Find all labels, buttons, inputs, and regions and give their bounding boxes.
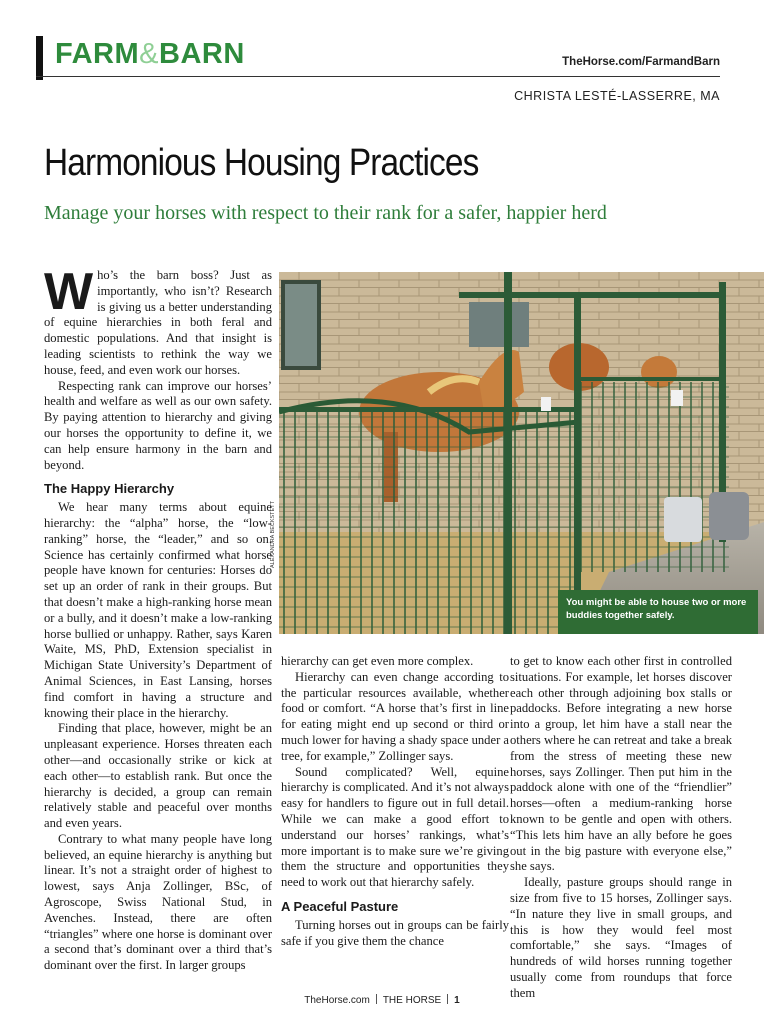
byline: CHRISTA LESTÉ-LASSERRE, MA (514, 89, 720, 103)
photo-credit: ALEXANDRA BECKSTETT (270, 501, 276, 568)
paragraph: Respecting rank can improve our horses’ health and welfare as well as our own safety. By paying attention to hierarchy and giving our horses the opportunity to define it, we can help ensure harmony in the barn and beyond. (44, 378, 272, 472)
paragraph: Sound complicated? Well, equine hierarchy is complicated. And it’s not always easy for handlers to figure out in full detail. While we can make a good effort to understand our horses’ rankings, what’s more important is to make sure we’re giving them the structure and opportunities they need to work out that hierarchy safely. (281, 764, 509, 890)
paragraph: Contrary to what many people have long believed, an equine hierarchy is anything but linear. It’s not a straight order of highest to lowest, says Anja Zollinger, BSc, of Agroscope, Swiss National Stud, in Avenches. Instead, there are often “triangles” where one horse is dominant over a second that’s dominant over a third that’s dominant over the first. In larger groups (44, 831, 273, 973)
subheading: A Peaceful Pasture (281, 898, 399, 914)
dropcap: W (44, 263, 94, 321)
dek: Manage your horses with respect to their rank for a safer, happier herd (44, 202, 607, 224)
paragraph: Finding that place, however, might be an unpleasant experience. Horses threaten each other—and occasionally strike or kick at each other—to establish rank. But once the hierarchy is decided, a group can remain relatively stable and peaceful over months and even years. (44, 721, 272, 831)
footer-site: TheHorse.com (304, 995, 370, 1006)
paragraph: Turning horses out in groups can be fairly safe if you give them the chance (281, 917, 509, 948)
photo-caption: You might be able to house two or more buddies together safely. (558, 590, 758, 634)
page-footer (0, 994, 764, 1006)
stall-photo (279, 272, 764, 634)
paragraph: ho’s the barn boss? Just as importantly, who isn’t? Research is giving us a better understanding of equine hierarchies in both feral and domestic populations. And that insight is leading scientists to rethink the way we house, feed, and even work our horses. (44, 268, 272, 377)
column-2 (281, 654, 509, 949)
site-url: TheHorse.com/FarmandBarn (562, 56, 720, 68)
section-title: FARM&BARN (55, 38, 245, 70)
footer-divider (376, 994, 377, 1004)
paragraph: to get to know each other first in controlled situations. For example, let horses discover each other through adjoining box stalls or paddocks. Before integrating a new horse into a group, let him have a stall near the others where he can retreat and take a break from the stress of meeting these new horses, says Zollinger. Then put him in the paddock alone with one of the “friendlier” horses—often a medium-ranking horse known to be gentle and open with others. “This lets him have an ally before he goes out in the big pasture with everyone else,” she says. (510, 654, 732, 874)
paragraph: We hear many terms about equine hierarchy: the “alpha” horse, the “low-ranking” horse, the “leader,” and so on. Science has certainly confirmed what horse people have known for centuries: Horses do set up an order of rank in their groups. But that doesn’t make a high-ranking horse mean or a bully, and it doesn’t make a low-ranking horse bullied or unhappy. Rather, says Karen Waite, MS, PhD, Extension specialist in Michigan State University’s Department of Animal Sciences, in East Lansing, horses find comfort in having a structure and knowing their place in the hierarchy. (44, 500, 272, 720)
column-3 (510, 654, 732, 1002)
headline: Harmonious Housing Practices (44, 142, 479, 184)
paragraph: hierarchy can get even more complex. (281, 654, 474, 668)
horse-stall-illustration (279, 272, 764, 634)
paragraph: Ideally, pasture groups should range in size from five to 15 horses, Zollinger says. “In nature they live in small groups, and this is how they would feel most comfortable,” she says. “Images of hundreds of wild horses running together usually come from roundups that force them (510, 875, 732, 1000)
paragraph: Hierarchy can even change according to the particular resources available, whether food or comfort. “A horse that’s first in line for eating might end up second or third or much lower for having a shady space under a tree, for example,” Zollinger says. (281, 669, 510, 763)
page-number: 1 (454, 995, 460, 1006)
section-bar (36, 36, 43, 80)
footer-publication: THE HORSE (382, 995, 442, 1006)
subheading: The Happy Hierarchy (44, 481, 175, 497)
footer-divider (447, 994, 448, 1004)
header-rule (36, 76, 720, 77)
